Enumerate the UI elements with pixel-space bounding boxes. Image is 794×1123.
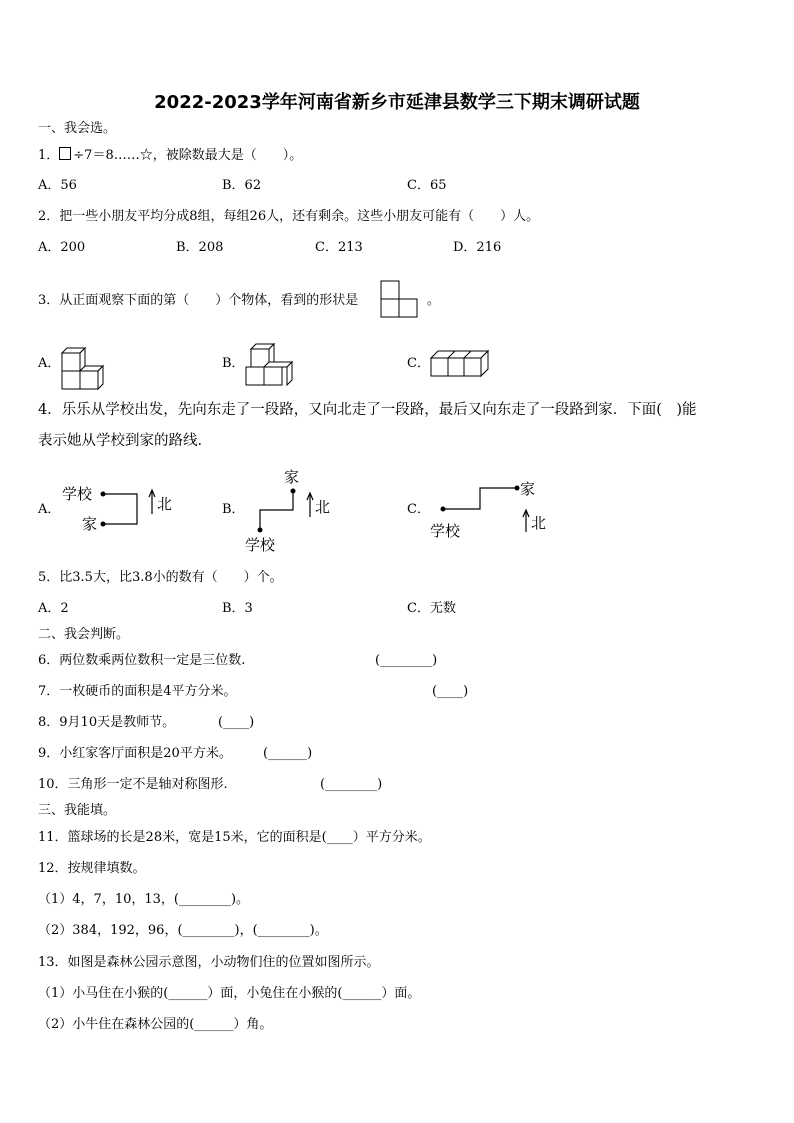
q6-answer-blank[interactable]: (________) [375, 653, 438, 668]
home-label: 家 [284, 468, 300, 486]
question-8: 8．9月10天是教师节。 [38, 715, 176, 730]
q3-option-b-cubes-icon [245, 340, 293, 386]
question-12: 12．按规律填数。 [38, 861, 146, 876]
q4-option-a-route-map [60, 482, 180, 536]
q13-part-1: （1）小马住在小猴的(______）面，小兔住在小猴的(______）面。 [38, 986, 421, 1001]
home-label: 家 [82, 515, 98, 533]
q2-option-b[interactable]: B．208 [176, 240, 224, 255]
q1-option-a[interactable]: A．56 [38, 178, 77, 193]
q5-option-c[interactable]: C．无数 [407, 601, 456, 616]
q5-option-a[interactable]: A．2 [38, 601, 69, 616]
question-1 [38, 147, 302, 164]
question-3: 3．从正面观察下面的第（ ）个物体，看到的形状是 [38, 293, 359, 308]
q2-option-a[interactable]: A．200 [38, 240, 86, 255]
q10-answer-blank[interactable]: (________) [320, 777, 383, 792]
question-7: 7．一枚硬币的面积是4平方分米。 [38, 684, 237, 699]
north-label: 北 [157, 495, 173, 513]
question-6: 6．两位数乘两位数积一定是三位数. [38, 653, 246, 668]
q1-option-b[interactable]: B．62 [222, 178, 262, 193]
section-heading-2: 二、我会判断。 [38, 627, 130, 642]
q4-option-b-route-map [244, 462, 344, 556]
q7-answer-blank[interactable]: (____) [432, 684, 469, 699]
question-11: 11．篮球场的长是28米，宽是15米，它的面积是(____）平方分米。 [38, 830, 431, 845]
q4-option-c-route-map [428, 476, 558, 546]
question-3-end: 。 [427, 293, 441, 308]
page-title: 2022-2023学年河南省新乡市延津县数学三下期末调研试题 [154, 92, 640, 113]
q2-option-c[interactable]: C．213 [315, 240, 363, 255]
q9-answer-blank[interactable]: (______) [263, 746, 313, 761]
q13-part-2: （2）小牛住在森林公园的(______）角。 [38, 1017, 273, 1032]
section-heading-3: 三、我能填。 [38, 803, 117, 818]
school-label: 学校 [245, 536, 276, 554]
q4-option-c[interactable]: C． [407, 502, 430, 517]
question-13: 13．如图是森林公园示意图，小动物们住的位置如图所示。 [38, 955, 380, 970]
question-text: ÷7＝8……☆，被除数最大是（ ）。 [73, 148, 303, 163]
q5-option-b[interactable]: B．3 [222, 601, 253, 616]
question-10: 10．三角形一定不是轴对称图形. [38, 777, 228, 792]
q4-option-b[interactable]: B． [222, 502, 245, 517]
school-label: 学校 [430, 522, 461, 540]
q3-option-a[interactable]: A． [38, 356, 61, 371]
q3-option-b[interactable]: B． [222, 356, 245, 371]
question-2: 2．把一些小朋友平均分成8组，每组26人，还有剩余。这些小朋友可能有（ ）人。 [38, 209, 540, 224]
q8-answer-blank[interactable]: (____) [218, 715, 255, 730]
north-label: 北 [531, 514, 547, 532]
front-view-shape-icon [380, 280, 420, 320]
q3-option-a-cubes-icon [60, 336, 102, 392]
blank-box-icon [59, 147, 71, 160]
school-label: 学校 [62, 485, 93, 503]
question-number: 1． [38, 148, 60, 163]
question-4-line1: 4．乐乐从学校出发，先向东走了一段路，又向北走了一段路，最后又向东走了一段路到家．下面( )能 [38, 402, 697, 418]
home-label: 家 [520, 480, 536, 498]
question-9: 9．小红家客厅面积是20平方米。 [38, 746, 232, 761]
q12-part-1: （1）4，7，10，13，(________)。 [38, 892, 250, 907]
q2-option-d[interactable]: D．216 [453, 240, 502, 255]
north-label: 北 [315, 498, 331, 516]
q3-option-c-cubes-icon [430, 348, 492, 378]
q12-part-2: （2）384，192，96，(________)，(________)。 [38, 923, 328, 938]
q4-option-a[interactable]: A． [38, 502, 61, 517]
question-4-line2: 表示她从学校到家的路线． [38, 433, 212, 449]
q1-option-c[interactable]: C．65 [407, 178, 447, 193]
question-5: 5．比3.5大，比3.8小的数有（ ）个。 [38, 570, 283, 585]
q3-option-c[interactable]: C． [407, 356, 430, 371]
section-heading-1: 一、我会选。 [38, 121, 117, 136]
